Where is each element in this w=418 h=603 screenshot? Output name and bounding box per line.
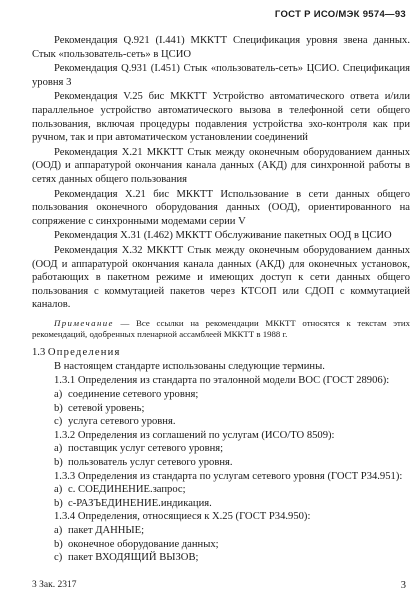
list-item: c) пакет ВХОДЯЩИЙ ВЫЗОВ; xyxy=(54,552,199,564)
section-number: 1.3 xyxy=(32,347,46,359)
paragraph-x21bis: Рекомендация X.21 бис МККТТ Использование в сети данных общего пользования оконечного оборудования данных (ООД), ориентированного на сопряжение с синхронными модемами серии V xyxy=(32,188,410,227)
subsection-1-3-2: 1.3.2 Определения из соглашений по услугам (ИСО/ТО 8509): xyxy=(54,429,335,441)
print-order-number: 3 Зак. 2317 xyxy=(32,580,77,591)
list-item: a) пакет ДАННЫЕ; xyxy=(54,525,145,536)
section-heading xyxy=(32,346,410,360)
list-item: b) оконечное оборудование данных; xyxy=(54,538,219,550)
page-header: ГОСТ Р ИСО/МЭК 9574—93 xyxy=(274,9,406,20)
section-intro: В настоящем стандарте использованы следующие термины. xyxy=(54,360,325,372)
section-title: Определения xyxy=(47,347,121,359)
list-item: b) пользователь услуг сетевого уровня. xyxy=(54,457,233,469)
page-footer xyxy=(32,579,406,593)
subsection-1-3-3: 1.3.3 Определения из стандарта по услугам сетевого уровня (ГОСТ Р34.951): xyxy=(54,470,403,482)
paragraph-q921: Рекомендация Q.921 (I.441) МККТТ Спецификация уровня звена данных. Стык «пользователь-сеть» в ЦСИО xyxy=(32,35,410,60)
list-item: a) с. СОЕДИНЕНИЕ.запрос; xyxy=(54,484,186,496)
list-item: a) соединение сетевого уровня; xyxy=(54,389,199,401)
list-item: b) с-РАЗЪЕДИНЕНИЕ.индикация. xyxy=(54,497,212,509)
subsection-1-3-1: 1.3.1 Определения из стандарта по эталонной модели ВОС (ГОСТ 28906): xyxy=(54,375,390,387)
subsection-1-3-4: 1.3.4 Определения, относящиеся к X.25 (ГОСТ Р34.950): xyxy=(54,511,311,523)
paragraph-x32: Рекомендация X.32 МККТТ Стык между оконечным оборудованием данных (ООД и аппаратурой окончания канала данных (АКД) для оконечных установок, работающих в пакетном режиме и имеющих доступ к сети данных общего пользования с коммутацией пакетов через КТСОП или СДОП с коммутацией каналов. xyxy=(32,244,410,311)
list-item: b) сетевой уровень; xyxy=(54,402,145,414)
note-text: — Все ссылки на рекомендации МККТТ относятся к текстам этих рекомендаций, одобренных пленарной ассамблеей МККТТ в 1988 г. xyxy=(32,317,410,340)
list-item: c) услуга сетевого уровня. xyxy=(54,416,176,428)
note-label: Примечание xyxy=(54,317,114,328)
list-item: a) поставщик услуг сетевого уровня; xyxy=(54,443,224,455)
paragraph-x21: Рекомендация X.21 МККТТ Стык между оконечным оборудованием данных (ООД) и аппаратурой окончания канала данных (АКД) для синхронной работы в сетях данных общего пользования xyxy=(32,146,410,185)
page-content xyxy=(32,34,410,565)
note xyxy=(32,318,410,340)
paragraph-v25: Рекомендация V.25 бис МККТТ Устройство автоматического ответа и/или параллельное устройство автоматического вызова в телефонной сети общего пользования, включая процедуры подавления устройства эхо-контроля как при ручном, так и при автоматическом установлении соединений xyxy=(32,91,410,144)
paragraph-q931: Рекомендация Q.931 (I.451) Стык «пользователь-сеть» ЦСИО. Спецификация уровня 3 xyxy=(32,63,410,88)
page-number: 3 xyxy=(400,580,406,592)
paragraph-x31: Рекомендация X.31 (I.462) МККТТ Обслуживание пакетных ООД в ЦСИО xyxy=(54,230,392,242)
